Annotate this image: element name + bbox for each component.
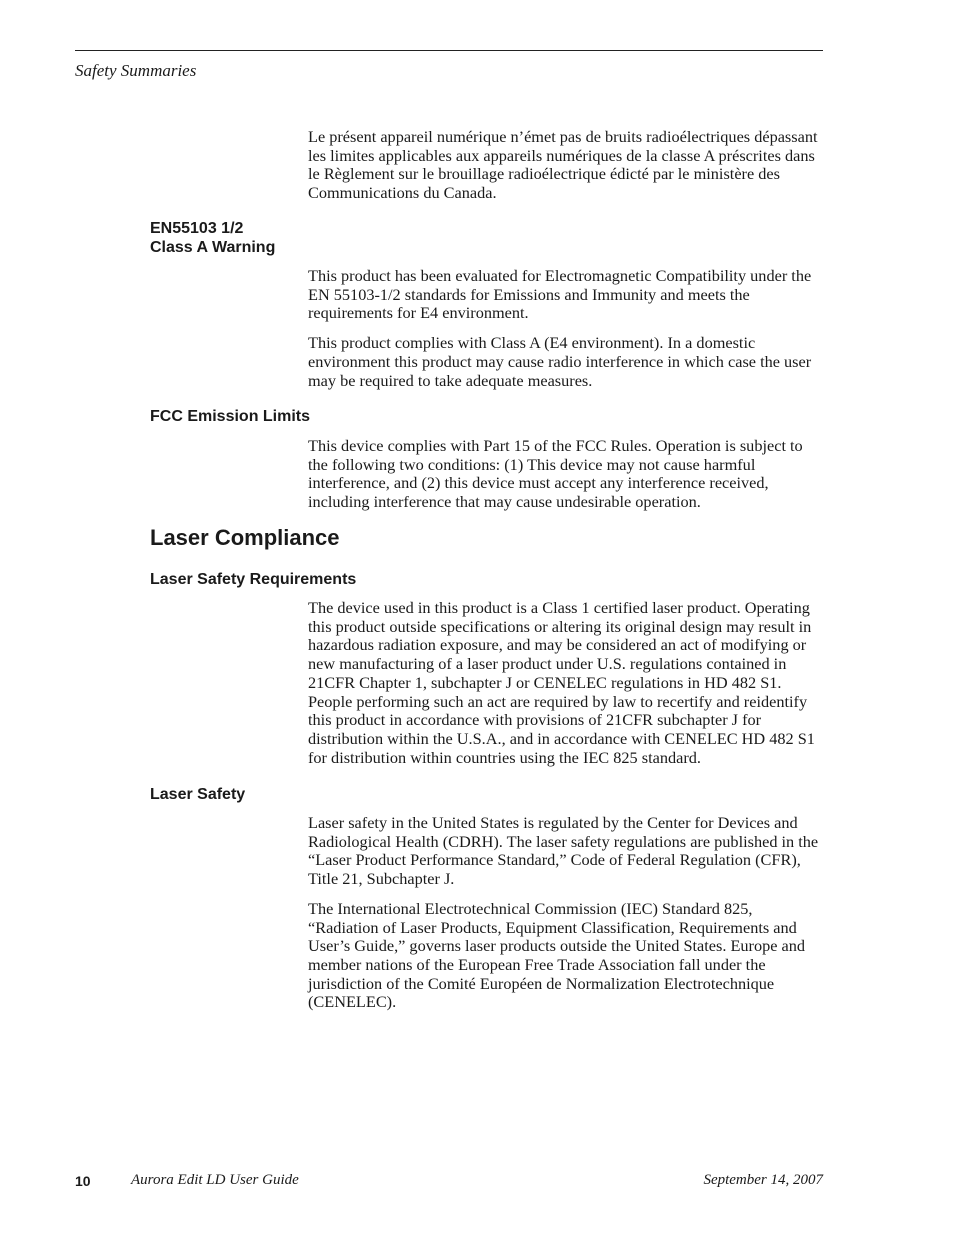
laser-safety-paragraph-1: Laser safety in the United States is regulated by the Center for Devices and Radiological Health (CDRH). The laser safety regulations are published in the “Laser Product Performance Standard,” Code of Federal Regulation (CFR), Title 21, Subchapter J. xyxy=(308,813,819,889)
laser-safety-paragraph-2: The International Electrotechnical Commission (IEC) Standard 825, “Radiation of Laser Products, Equipment Classification, Requirements and User’s Guide,” governs laser products outside the United States. Europe and member nations of the European Free Trade Association fall under the jurisdiction of the Comité Européen de Normalization Electrotechnique (CENELEC). xyxy=(308,898,806,1012)
canada-notice-block xyxy=(308,128,823,203)
page-number: 10 xyxy=(75,1173,91,1189)
en55103-paragraph-1: This product has been evaluated for Electromagnetic Compatibility under the EN 55103-1/2 standards for Emissions and Immunity and meets the requirements for E4 environment. xyxy=(308,266,812,323)
laser-safety-requirements-block xyxy=(308,599,823,767)
fcc-heading: FCC Emission Limits xyxy=(150,408,311,425)
en55103-heading xyxy=(150,219,275,257)
header-rule xyxy=(75,50,823,51)
en55103-heading-line2: Class A Warning xyxy=(150,239,276,256)
footer-date: September 14, 2007 xyxy=(703,1172,823,1188)
en55103-block xyxy=(308,267,823,390)
fcc-block xyxy=(308,437,823,512)
laser-safety-heading: Laser Safety xyxy=(150,786,246,803)
laser-safety-block xyxy=(308,814,823,1012)
canada-paragraph: Le présent appareil numérique n’émet pas de bruits radioélectriques dépassant les limites applicables aux appareils numériques de la classe A préscrites dans le Règlement sur le brouillage radioélectrique édicté par le ministère des Communications du Canada. xyxy=(308,127,818,203)
en55103-paragraph-2: This product complies with Class A (E4 environment). In a domestic environment this product may cause radio interference in which case the user may be required to take adequate measures. xyxy=(308,333,812,390)
laser-safety-requirements-heading: Laser Safety Requirements xyxy=(150,571,357,588)
fcc-paragraph: This device complies with Part 15 of the FCC Rules. Operation is subject to the following two conditions: (1) This device may not cause harmful interference, and (2) this device must accept any interference received, including interference that may cause undesirable operation. xyxy=(308,436,803,512)
en55103-heading-line1: EN55103 1/2 xyxy=(150,220,244,237)
footer-guide-title: Aurora Edit LD User Guide xyxy=(131,1172,299,1188)
laser-compliance-heading: Laser Compliance xyxy=(150,525,340,550)
running-head: Safety Summaries xyxy=(75,61,197,80)
laser-safety-requirements-paragraph: The device used in this product is a Class 1 certified laser product. Operating this product outside specifications or altering its original design may result in hazardous radiation exposure, and may be considered an act of modifying or new manufacturing of a laser product under U.S. regulations contained in 21CFR Chapter 1, subchapter J or CENELEC regulations in HD 482 S1. People performing such an act are required by law to recertify and reidentify this product in accordance with provisions of 21CFR subchapter J for distribution within the U.S.A., and in accordance with CENELEC HD 482 S1 for distribution within countries using the IEC 825 standard. xyxy=(308,598,815,767)
